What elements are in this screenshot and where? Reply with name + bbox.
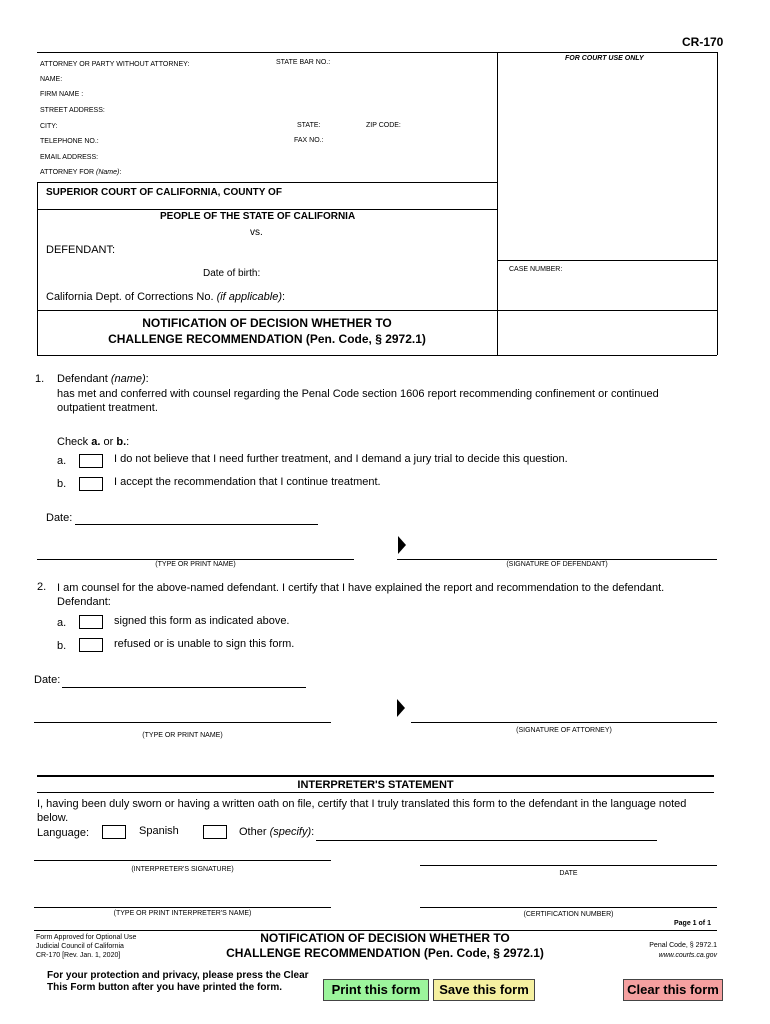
item2-date-label: Date: [34,674,61,686]
vs-label: vs. [250,227,263,238]
form-id: CR-170 [682,35,724,49]
firm-label: FIRM NAME : [40,91,84,98]
item1-a-text: I do not believe that I need further treatment, and I demand a jury trial to decide this question. [114,453,568,465]
item2-b-label: b. [57,640,67,652]
interpreter-print-name-field[interactable] [34,893,331,908]
defendant-label: DEFENDANT: [46,244,116,256]
clear-button[interactable]: Clear this form [623,979,723,1001]
interpreter-date-caption: DATE [559,870,578,877]
item1-text: has met and conferred with counsel regarding the Penal Code section 1606 report recommending confinement or continued outpatient treatment. [57,388,659,414]
item2-a-label: a. [57,617,67,629]
item2-b-text: refused or is unable to sign this form. [114,638,295,650]
interpreter-signature-field[interactable] [34,846,331,861]
attorney-label: ATTORNEY OR PARTY WITHOUT ATTORNEY: [40,61,190,68]
telephone-label: TELEPHONE NO.: [40,138,99,145]
page-number: Page 1 of 1 [674,920,711,927]
approval-note: Form Approved for Optional Use Judicial Council of California CR-170 [Rev. Jan. 1, 2020] [36,934,137,959]
item1-a-checkbox[interactable] [79,454,103,468]
item1-signature-caption: (SIGNATURE OF DEFENDANT) [506,561,608,568]
item1-a-label: a. [57,455,67,467]
dob-label: Date of birth: [203,268,261,279]
certification-number-field[interactable] [420,893,717,908]
interpreter-signature-caption: (INTERPRETER'S SIGNATURE) [131,866,234,873]
name-label: NAME: [40,76,63,83]
item1-num: 1. [35,373,45,385]
item2-text: I am counsel for the above-named defendant. I certify that I have explained the report and recommendation to the defendant. Defendant: [57,582,665,608]
item1-b-label: b. [57,478,67,490]
street-label: STREET ADDRESS: [40,107,105,114]
fax-label: FAX NO.: [294,137,324,144]
footer-citation: Penal Code, § 2972.1 www.courts.ca.gov [649,942,717,959]
item1-date-label: Date: [46,512,73,524]
item1-date-field[interactable] [75,510,318,525]
item2-signature-field[interactable] [411,708,717,723]
item2-print-name-field[interactable] [34,708,331,723]
item2-date-field[interactable] [62,673,306,688]
item1-b-text: I accept the recommendation that I continue treatment. [114,476,381,488]
item2-num: 2. [37,581,47,593]
item2-print-name-caption: (TYPE OR PRINT NAME) [142,732,223,739]
print-button[interactable]: Print this form [323,979,429,1001]
item1-print-name-field[interactable] [37,545,354,560]
court-use-label: FOR COURT USE ONLY [565,55,644,62]
interpreter-heading: INTERPRETER'S STATEMENT [297,779,454,791]
cdc-label: California Dept. of Corrections No. (if applicable): [46,291,286,303]
footer-title: NOTIFICATION OF DECISION WHETHER TO CHALLENGE RECOMMENDATION (Pen. Code, § 2972.1) [226,931,544,960]
pointer-icon [397,699,405,717]
other-checkbox[interactable] [203,825,227,839]
state-label: STATE: [297,122,321,129]
form-title: NOTIFICATION OF DECISION WHETHER TO CHALLENGE RECOMMENDATION (Pen. Code, § 2972.1) [108,316,426,346]
item1-signature-field[interactable] [397,545,717,560]
item2-signature-caption: (SIGNATURE OF ATTORNEY) [516,727,612,734]
save-button[interactable]: Save this form [433,979,535,1001]
item1-defendant-label: Defendant (name): [57,373,149,385]
zip-label: ZIP CODE: [366,122,401,129]
court-name: SUPERIOR COURT OF CALIFORNIA, COUNTY OF [46,187,282,198]
interpreter-print-name-caption: (TYPE OR PRINT INTERPRETER'S NAME) [113,910,252,917]
item2-a-text: signed this form as indicated above. [114,615,290,627]
item1-b-checkbox[interactable] [79,477,103,491]
privacy-note: For your protection and privacy, please press the Clear This Form button after you have printed the form. [47,970,309,993]
attorney-for-label: ATTORNEY FOR (Name): [40,169,122,176]
check-instruction: Check a. or b.: [57,436,130,448]
spanish-label: Spanish [139,825,179,837]
item2-a-checkbox[interactable] [79,615,103,629]
other-language-field[interactable] [316,826,657,841]
other-label: Other (specify): [239,826,315,838]
email-label: EMAIL ADDRESS: [40,154,99,161]
item1-print-name-caption: (TYPE OR PRINT NAME) [155,561,236,568]
interpreter-rule [37,775,714,777]
interpreter-text: I, having been duly sworn or having a written oath on file, certify that I truly translated this form to the defendant in the language noted below. [37,798,687,824]
people-caption: PEOPLE OF THE STATE OF CALIFORNIA [160,211,356,222]
city-label: CITY: [40,123,58,130]
item2-b-checkbox[interactable] [79,638,103,652]
language-label: Language: [37,827,89,839]
interpreter-date-field[interactable] [420,851,717,866]
spanish-checkbox[interactable] [102,825,126,839]
case-number-label: CASE NUMBER: [509,266,563,273]
certification-caption: (CERTIFICATION NUMBER) [523,911,614,918]
state-bar-label: STATE BAR NO.: [276,59,331,66]
